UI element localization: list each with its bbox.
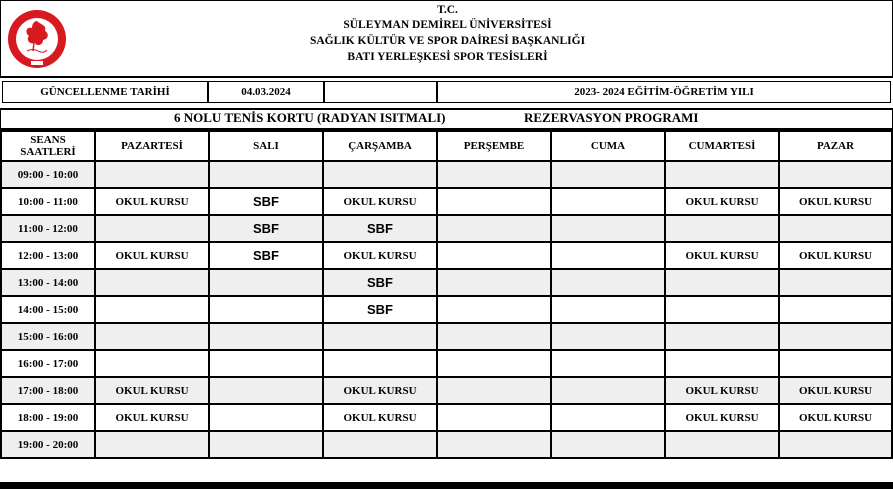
reservation-cell-friday xyxy=(551,404,665,431)
reservation-cell-tuesday xyxy=(209,377,323,404)
reservation-cell-saturday xyxy=(665,323,779,350)
reservation-cell-wednesday: SBF xyxy=(323,296,437,323)
reservation-cell-friday xyxy=(551,296,665,323)
session-header-line2: SAATLERİ xyxy=(20,146,76,158)
court-title-row xyxy=(0,108,893,130)
table-row xyxy=(1,296,892,323)
time-slot-cell: 17:00 - 18:00 xyxy=(1,377,95,404)
time-slot-cell: 10:00 - 11:00 xyxy=(1,188,95,215)
day-header-thursday: PERŞEMBE xyxy=(437,131,551,161)
reservation-cell-saturday xyxy=(665,215,779,242)
reservation-cell-monday xyxy=(95,215,209,242)
reservation-cell-tuesday xyxy=(209,404,323,431)
reservation-cell-thursday xyxy=(437,161,551,188)
time-slot-cell: 16:00 - 17:00 xyxy=(1,350,95,377)
reservation-cell-tuesday xyxy=(209,296,323,323)
reservation-cell-wednesday: OKUL KURSU xyxy=(323,188,437,215)
reservation-cell-sunday xyxy=(779,161,892,188)
table-row xyxy=(1,161,892,188)
table-row xyxy=(1,350,892,377)
day-header-wednesday: ÇARŞAMBA xyxy=(323,131,437,161)
table-row xyxy=(1,377,892,404)
reservation-cell-monday xyxy=(95,161,209,188)
reservation-cell-wednesday: OKUL KURSU xyxy=(323,404,437,431)
reservation-cell-thursday xyxy=(437,188,551,215)
reservation-cell-friday xyxy=(551,269,665,296)
reservation-cell-thursday xyxy=(437,242,551,269)
reservation-cell-wednesday xyxy=(323,323,437,350)
reservation-cell-friday xyxy=(551,215,665,242)
session-hours-header xyxy=(1,131,95,161)
reservation-cell-thursday xyxy=(437,269,551,296)
time-slot-cell: 14:00 - 15:00 xyxy=(1,296,95,323)
table-row xyxy=(1,269,892,296)
reservation-cell-friday xyxy=(551,242,665,269)
time-slot-cell: 15:00 - 16:00 xyxy=(1,323,95,350)
reservation-cell-monday xyxy=(95,431,209,458)
reservation-cell-tuesday xyxy=(209,323,323,350)
reservation-cell-thursday xyxy=(437,377,551,404)
reservation-cell-monday xyxy=(95,350,209,377)
reservation-table xyxy=(0,130,893,459)
reservation-cell-friday xyxy=(551,323,665,350)
reservation-cell-monday xyxy=(95,269,209,296)
day-header-sunday: PAZAR xyxy=(779,131,892,161)
table-row xyxy=(1,404,892,431)
reservation-cell-saturday xyxy=(665,269,779,296)
reservation-cell-sunday: OKUL KURSU xyxy=(779,404,892,431)
reservation-cell-thursday xyxy=(437,323,551,350)
reservation-cell-saturday: OKUL KURSU xyxy=(665,404,779,431)
table-row xyxy=(1,323,892,350)
reservation-cell-friday xyxy=(551,350,665,377)
reservation-cell-saturday xyxy=(665,296,779,323)
reservation-cell-thursday xyxy=(437,404,551,431)
time-slot-cell: 19:00 - 20:00 xyxy=(1,431,95,458)
reservation-cell-monday: OKUL KURSU xyxy=(95,377,209,404)
reservation-cell-sunday: OKUL KURSU xyxy=(779,242,892,269)
reservation-cell-sunday xyxy=(779,215,892,242)
reservation-cell-saturday xyxy=(665,350,779,377)
reservation-cell-monday: OKUL KURSU xyxy=(95,242,209,269)
reservation-cell-thursday xyxy=(437,431,551,458)
update-date-value: 04.03.2024 xyxy=(208,81,324,103)
reservation-cell-wednesday xyxy=(323,431,437,458)
reservation-cell-wednesday: SBF xyxy=(323,269,437,296)
reservation-cell-wednesday: OKUL KURSU xyxy=(323,242,437,269)
reservation-cell-wednesday xyxy=(323,350,437,377)
reservation-cell-friday xyxy=(551,377,665,404)
reservation-cell-thursday xyxy=(437,296,551,323)
reservation-cell-sunday xyxy=(779,269,892,296)
table-header-row xyxy=(1,131,892,161)
table-row xyxy=(1,242,892,269)
update-date-label: GÜNCELLENME TARİHİ xyxy=(2,81,208,103)
reservation-cell-monday: OKUL KURSU xyxy=(95,404,209,431)
day-header-monday: PAZARTESİ xyxy=(95,131,209,161)
table-row xyxy=(1,431,892,458)
reservation-cell-sunday: OKUL KURSU xyxy=(779,188,892,215)
reservation-cell-saturday: OKUL KURSU xyxy=(665,188,779,215)
reservation-cell-wednesday: OKUL KURSU xyxy=(323,377,437,404)
info-row xyxy=(0,76,893,110)
reservation-cell-tuesday xyxy=(209,431,323,458)
reservation-cell-saturday: OKUL KURSU xyxy=(665,377,779,404)
header-line-department: SAĞLIK KÜLTÜR VE SPOR DAİRESİ BAŞKANLIĞI xyxy=(309,35,586,47)
table-row xyxy=(1,215,892,242)
reservation-cell-sunday xyxy=(779,431,892,458)
reservation-cell-sunday xyxy=(779,296,892,323)
reservation-cell-thursday xyxy=(437,215,551,242)
reservation-cell-saturday xyxy=(665,431,779,458)
reservation-cell-wednesday: SBF xyxy=(323,215,437,242)
reservation-cell-friday xyxy=(551,161,665,188)
reservation-cell-tuesday xyxy=(209,161,323,188)
reservation-cell-saturday xyxy=(665,161,779,188)
reservation-cell-tuesday xyxy=(209,350,323,377)
document-header xyxy=(0,0,893,77)
reservation-cell-tuesday xyxy=(209,269,323,296)
reservation-cell-friday xyxy=(551,188,665,215)
bottom-border xyxy=(0,482,893,489)
table-row xyxy=(1,188,892,215)
time-slot-cell: 18:00 - 19:00 xyxy=(1,404,95,431)
header-line-university: SÜLEYMAN DEMİREL ÜNİVERSİTESİ xyxy=(343,19,552,31)
header-line-facility: BATI YERLEŞKESİ SPOR TESİSLERİ xyxy=(347,51,548,63)
day-header-friday: CUMA xyxy=(551,131,665,161)
reservation-cell-thursday xyxy=(437,350,551,377)
time-slot-cell: 13:00 - 14:00 xyxy=(1,269,95,296)
reservation-cell-sunday xyxy=(779,323,892,350)
time-slot-cell: 11:00 - 12:00 xyxy=(1,215,95,242)
reservation-cell-wednesday xyxy=(323,161,437,188)
reservation-cell-monday xyxy=(95,296,209,323)
header-line-tc: T.C. xyxy=(437,4,458,16)
reservation-cell-tuesday: SBF xyxy=(209,188,323,215)
day-header-saturday: CUMARTESİ xyxy=(665,131,779,161)
reservation-cell-saturday: OKUL KURSU xyxy=(665,242,779,269)
info-empty-cell xyxy=(324,81,437,103)
time-slot-cell: 12:00 - 13:00 xyxy=(1,242,95,269)
session-header-line1: SEANS xyxy=(30,134,66,146)
day-header-tuesday: SALI xyxy=(209,131,323,161)
reservation-cell-monday: OKUL KURSU xyxy=(95,188,209,215)
reservation-cell-monday xyxy=(95,323,209,350)
program-title: REZERVASYON PROGRAMI xyxy=(524,110,699,125)
academic-year-label: 2023- 2024 EĞİTİM-ÖĞRETİM YILI xyxy=(437,81,891,103)
time-slot-cell: 09:00 - 10:00 xyxy=(1,161,95,188)
reservation-cell-sunday xyxy=(779,350,892,377)
reservation-cell-tuesday: SBF xyxy=(209,215,323,242)
reservation-cell-friday xyxy=(551,431,665,458)
reservation-cell-sunday: OKUL KURSU xyxy=(779,377,892,404)
court-title: 6 NOLU TENİS KORTU (RADYAN ISITMALI) xyxy=(174,110,446,125)
reservation-cell-tuesday: SBF xyxy=(209,242,323,269)
